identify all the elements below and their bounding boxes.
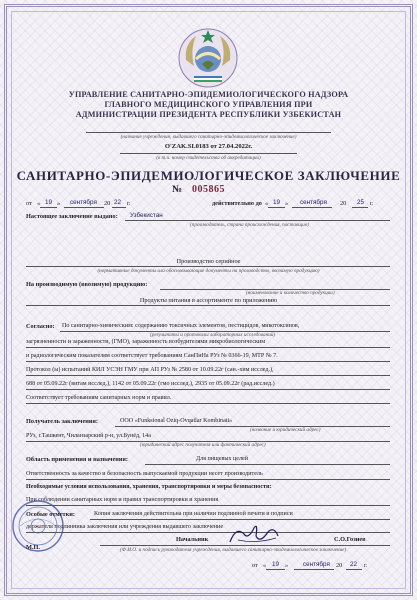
signature-caption: (Ф.И.О. и подпись руководителя учреждения, выдавшего санитарно-эпидемиологическое заключение) xyxy=(120,547,347,553)
agreed-line-1: По санитарно-химическим: содержанию токсичных элементов, пестицидов, микотоксинов, xyxy=(62,323,300,329)
issued-value: Узбекистан xyxy=(130,212,163,219)
rule xyxy=(86,132,331,133)
valid-until-label: действительно до xyxy=(212,200,262,207)
header-line-2: ГЛАВНОГО МЕДИЦИНСКОГО УПРАВЛЕНИЯ ПРИ xyxy=(104,100,313,109)
responsibility-line-3: При соблюдении санитарных норм и правил транспортировки и хранения xyxy=(26,497,219,503)
product-caption: (наименование и количество продукции) xyxy=(246,290,335,296)
notes-line-1: Копия заключения действительна при наличии подлинной печати и подписи xyxy=(94,511,293,517)
date-from-day: 19 xyxy=(45,199,53,206)
agreed-line-2: загрязненности и зараженности, (ГМО), зараженность возбудителями микробиологическим xyxy=(26,339,266,345)
date-to-day: 19 xyxy=(273,199,281,206)
date-from-suffix: г. xyxy=(127,200,131,207)
date-to-year: 25 xyxy=(357,199,365,206)
agreed-label: Согласно: xyxy=(26,323,55,330)
recipient-label: Получатель заключения: xyxy=(26,418,99,425)
agreed-line-6: Соответствует требованиям санитарных норм и правил. xyxy=(26,395,172,401)
date-to-year-prefix: 20 xyxy=(340,200,347,207)
product-label: На производимую (ввозимую) продукцию: xyxy=(26,281,148,288)
header-line-1: УПРАВЛЕНИЕ САНИТАРНО-ЭПИДЕМИОЛОГИЧЕСКОГО НАДЗОРА xyxy=(68,90,349,99)
bottom-date-day: 19 xyxy=(272,561,280,568)
bottom-date-month: сентября xyxy=(303,561,330,568)
state-emblem-icon xyxy=(176,26,240,90)
recipient-caption-2: (юридический адрес получателя или фактический адрес) xyxy=(140,442,266,448)
date-to-suffix: г. xyxy=(370,200,374,207)
agreed-caption: (результаты и протоколы лабораторных исследований) xyxy=(150,332,276,338)
accreditation-ref: O'ZAK.SI.0183 от 27.04.2022г. xyxy=(164,143,253,150)
header-line-3: АДМИНИСТРАЦИИ ПРЕЗИДЕНТА РЕСПУБЛИКИ УЗБЕКИСТАН xyxy=(75,110,342,119)
document-title: САНИТАРНО-ЭПИДЕМИОЛОГИЧЕСКОЕ ЗАКЛЮЧЕНИЕ xyxy=(16,168,401,183)
date-to-month: сентября xyxy=(300,199,327,206)
issued-label: Настоящее заключение выдано: xyxy=(26,213,118,220)
number-label: № xyxy=(172,184,183,195)
recipient-value: ООО «Funksional Oziq-Ovqatlar Kombinati» xyxy=(120,418,233,424)
date-from-label: от xyxy=(26,200,32,207)
org-caption: (название учреждения, выдавшего санитарно-эпидемиологическое заключение) xyxy=(120,134,297,140)
date-from-year: 22 xyxy=(114,199,122,206)
date-from-month: сентября xyxy=(70,199,97,206)
bottom-date-year: 22 xyxy=(350,561,358,568)
signatory-role: Начальник xyxy=(176,536,209,543)
document-number: 005865 xyxy=(192,184,225,195)
rule xyxy=(120,153,297,154)
recipient-caption-1: (название и юридический адрес) xyxy=(250,427,321,433)
issued-caption: (производитель, страна происхождения, поставщик) xyxy=(190,222,309,228)
production-value: Производство серийное xyxy=(176,258,241,265)
notes-line-2: держателя подлинника заключения или учреждения выдавшего заключение xyxy=(26,524,224,530)
bottom-date-suffix: г. xyxy=(364,562,368,569)
date-from-year-prefix: 20 xyxy=(104,200,111,207)
agreed-line-3: и радиологическим показателям соответствует требованиям СанПиНа РУз № 0366-19, МТР № 7. xyxy=(26,353,278,359)
scope-label: Область применения и назначения: xyxy=(26,456,129,463)
bottom-date-year-prefix: 20 xyxy=(336,562,343,569)
bottom-date-label: от xyxy=(252,562,258,569)
recipient-address: РУз, г.Ташкент, Чиланзарский р-н, ул.Бунёд, 14а xyxy=(26,433,151,439)
signatory-name: С.О.Гозиев xyxy=(334,536,366,543)
scope-value: Для пищевых целей xyxy=(196,456,248,462)
responsibility-line-1: Ответственность за качество и безопасность выпускаемой продукции несет производитель xyxy=(26,471,263,477)
certificate-page: УПРАВЛЕНИЕ САНИТАРНО-ЭПИДЕМИОЛОГИЧЕСКОГО НАДЗОРА ГЛАВНОГО МЕДИЦИНСКОГО УПРАВЛЕНИЯ ПРИ АДМИНИСТРАЦИИ ПРЕЗИДЕНТА РЕСПУБЛИКИ УЗБЕКИСТАН (название учреждения, выдавшего санитарно-эпидемиологическое заключение) O'ZAK.SI.0183 от 27.04.2022г. (в т.ч. номер свидетельства об аккредитации) САНИТАРНО-ЭПИДЕМИОЛОГИЧЕСКОЕ ЗАКЛЮЧЕНИЕ № 005865 от « 19 » сентября 20 22 г. действительно до « 19 » сентября 20 25 г. Настоящее заключение выдано: Узбекистан (производитель, страна происхождения, поставщик) Производство серийное (нормативные документы или обосновывающие документы на производство, ввозимую продукцию) На производимую (ввозимую) продукцию: (наименование и количество продукции) Продукты питания в ассортименте по приложению Согласно: По санитарно-химическим: содержанию токсичных элементов, пестицидов, микотоксинов, (результаты и протоколы лабораторных исследований) загрязненности и зараженности, (ГМО), зараженность возбудителями микробиологическим и радиологическим показателям соответствует требованиям СанПиНа РУз № 0366-19, МТР № 7. Протокол (ы) испытаний КИЛ УСЭН ГМУ при АП РУз № 2580 от 10.09.22г (сан.-хим исслед.), 688 от 05.09.22г (витам исслед.), 1142 от 05.09.22г (гмо исслед.), 2935 от 05.09.22г (рад.исслед.) Соответствует требованиям санитарных норм и правил. Получатель заключения: ООО «Funksional Oziq-Ovqatlar Kombinati» (название и юридический адрес) РУз, г.Ташкент, Чиланзарский р-н, ул.Бунёд, 14а (юридический адрес получателя или фактический адрес) Область применения и назначения: Для пищевых целей Ответственность за качество и безопасность выпускаемой продукции несет производитель Необходимые условия использования, хранения, транспортировки и меры безопасности: При соблюдении санитарных норм и правил транспортировки и хранения Особые отметки: Копия заключения действительна при наличии подлинной печати и подписи держателя подлинника заключения или учреждения выдавшего заключение М.П. Начальник С.О.Гозиев (Ф.И.О. и подпись руководителя учреждения, выдавшего санитарно-эпидемиологическое заключение) от « 19 » сентября 20 22 г. xyxy=(0,0,417,600)
agreed-line-4: Протокол (ы) испытаний КИЛ УСЭН ГМУ при АП РУз № 2580 от 10.09.22г (сан.-хим исслед.), xyxy=(26,367,274,373)
cert-caption: (в т.ч. номер свидетельства об аккредитации) xyxy=(156,155,261,161)
product-value: Продукты питания в ассортименте по приложению xyxy=(139,297,278,304)
agreed-line-5: 688 от 05.09.22г (витам исслед.), 1142 от 05.09.22г (гмо исслед.), 2935 от 05.09.22г (рад.исслед.) xyxy=(26,381,275,387)
stamp-label: М.П. xyxy=(26,544,40,551)
notes-label: Особые отметки: xyxy=(26,511,75,518)
production-caption: (нормативные документы или обосновывающие документы на производство, ввозимую продукцию) xyxy=(97,268,320,274)
responsibility-line-2: Необходимые условия использования, хранения, транспортировки и меры безопасности: xyxy=(26,484,272,490)
